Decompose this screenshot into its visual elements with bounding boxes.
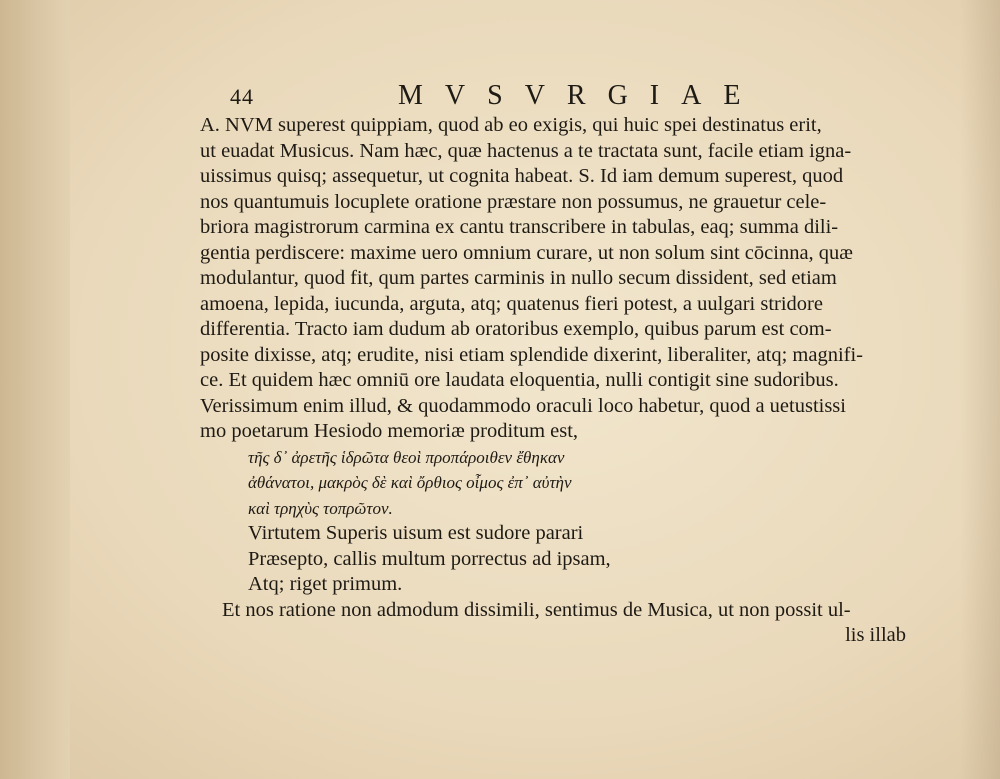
running-title: MVSVRGIAE <box>398 80 763 111</box>
greek-verse-line: τῆς δ᾽ ἀρετῆς ἱδρῶτα θεοὶ προπάροιθεν ἔθηκαν <box>248 447 565 467</box>
page-edge-shadow <box>960 0 1000 779</box>
closing-line: Et nos ratione non admodum dissimili, sentimus de Musica, ut non possit ul- <box>222 598 851 621</box>
latin-verse-line: Præsepto, callis multum porrectus ad ipsam, <box>248 547 611 570</box>
page-header <box>230 80 930 116</box>
text-line: Verissimum enim illud, & quodammodo oraculi loco habetur, quod a uetustissi <box>200 394 846 417</box>
greek-verse-line: ἀθάνατοι, μακρὸς δὲ καὶ ὄρθιος οἶμος ἐπ᾽ αὐτὴν <box>248 473 572 492</box>
text-line: A. NVM superest quippiam, quod ab eo exigis, qui huic spei destinatus erit, <box>200 114 822 136</box>
text-line: posite dixisse, atq; erudite, nisi etiam splendide dixerint, liberaliter, atq; magnifi- <box>200 343 863 366</box>
text-line: modulantur, quod fit, qum partes carminis in nullo secum dissident, sed etiam <box>200 267 837 289</box>
latin-verse-line: Atq; riget primum. <box>248 573 403 595</box>
text-line: nos quantumuis locuplete oratione præstare non possumus, ne grauetur cele- <box>200 190 827 213</box>
text-line: ut euadat Musicus. Nam hæc, quæ hactenus a te tractata sunt, facile etiam igna- <box>200 139 852 162</box>
text-line: gentia perdiscere: maxime uero omnium curare, ut non solum sint cōcinna, quæ <box>200 241 853 264</box>
text-line: uissimus quisq; assequetur, ut cognita habeat. S. Id iam demum superest, quod <box>200 165 844 187</box>
text-line: differentia. Tracto iam dudum ab oratoribus exemplo, quibus parum est com- <box>200 318 832 340</box>
text-line: amoena, lepida, iucunda, arguta, atq; quatenus fieri potest, a uulgari stridore <box>200 292 823 315</box>
latin-verse-line: Virtutem Superis uisum est sudore parari <box>248 522 584 544</box>
text-line: briora magistrorum carmina ex cantu transcribere in tabulas, eaq; summa dili- <box>200 216 839 238</box>
text-line: mo poetarum Hesiodo memoriæ proditum est, <box>200 420 579 442</box>
text-line: ce. Et quidem hæc omniū ore laudata eloquentia, nulli contigit sine sudoribus. <box>200 369 839 391</box>
page-gutter <box>0 0 70 779</box>
greek-verse-line: καὶ τρηχὺς τοπρῶτον. <box>248 498 393 518</box>
text-block <box>200 113 920 649</box>
catchword: lis illab <box>845 624 906 646</box>
page-number: 44 <box>230 84 254 109</box>
